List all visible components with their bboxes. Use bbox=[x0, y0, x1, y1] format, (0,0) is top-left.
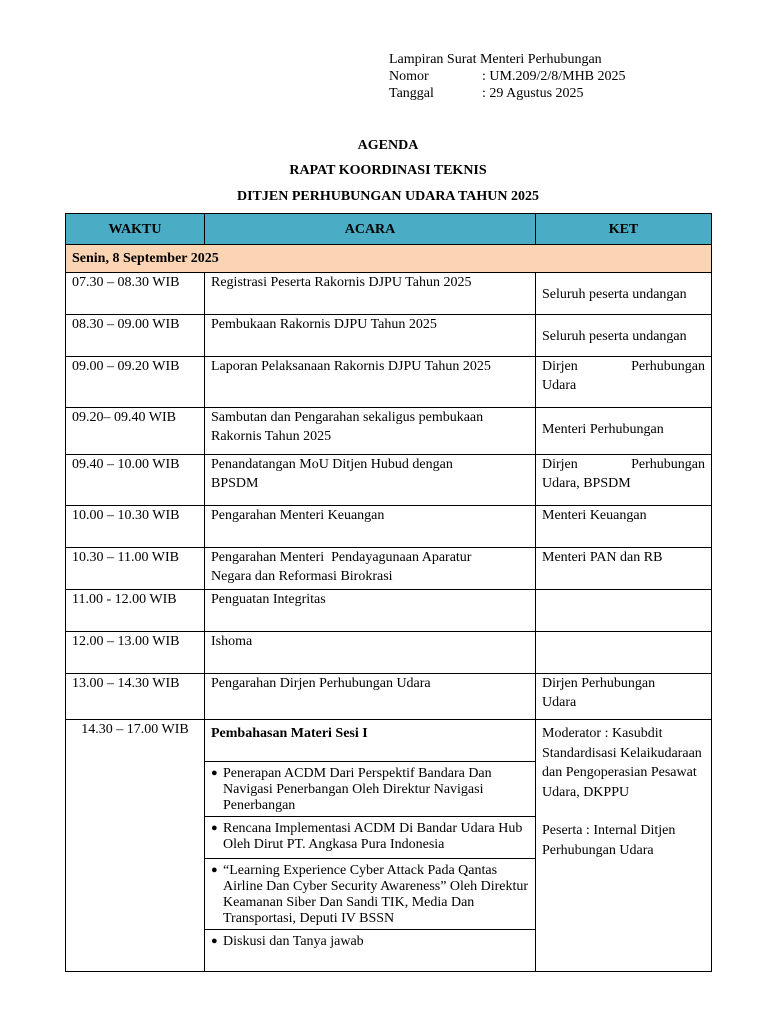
row-ket: Menteri Perhubungan bbox=[536, 408, 712, 455]
acara-line: Pengarahan Menteri Pendayagunaan Aparatur bbox=[211, 550, 472, 565]
ket-line: Udara bbox=[542, 695, 577, 710]
ket-line: Dirjen Perhubungan bbox=[542, 676, 656, 691]
row-ket: Seluruh peserta undangan bbox=[536, 315, 712, 357]
row-acara: Laporan Pelaksanaan Rakornis DJPU Tahun 2025 bbox=[205, 357, 536, 408]
row-acara: Pengarahan Dirjen Perhubungan Udara bbox=[205, 674, 536, 720]
agenda-table bbox=[65, 213, 712, 972]
table-row bbox=[66, 357, 712, 408]
row-acara bbox=[205, 455, 536, 506]
col-header-acara: ACARA bbox=[205, 214, 536, 245]
row-acara bbox=[205, 408, 536, 455]
row-acara: Ishoma bbox=[205, 632, 536, 674]
row-waktu: 09.00 – 09.20 WIB bbox=[66, 357, 205, 408]
row-waktu: 07.30 – 08.30 WIB bbox=[66, 273, 205, 315]
table-row bbox=[66, 548, 712, 590]
row-acara bbox=[205, 548, 536, 590]
table-row bbox=[66, 590, 712, 632]
row-waktu: 10.00 – 10.30 WIB bbox=[66, 506, 205, 548]
row-waktu: 10.30 – 11.00 WIB bbox=[66, 548, 205, 590]
table-row bbox=[66, 408, 712, 455]
row-waktu: 08.30 – 09.00 WIB bbox=[66, 315, 205, 357]
table-row bbox=[66, 455, 712, 506]
ket-line: Dirjen Perhubungan bbox=[542, 457, 705, 472]
tanggal-label: Tanggal bbox=[389, 86, 434, 101]
tanggal-row bbox=[389, 85, 626, 102]
row-waktu: 13.00 – 14.30 WIB bbox=[66, 674, 205, 720]
sesi-item bbox=[205, 762, 536, 817]
col-header-waktu: WAKTU bbox=[66, 214, 205, 245]
agenda-subtitle: RAPAT KOORDINASI TEKNIS bbox=[289, 163, 487, 178]
table-row bbox=[66, 674, 712, 720]
row-acara: Penguatan Integritas bbox=[205, 590, 536, 632]
sesi-item-text: Diskusi dan Tanya jawab bbox=[223, 934, 364, 949]
ket-line: Udara bbox=[542, 378, 577, 393]
row-ket bbox=[536, 632, 712, 674]
row-waktu: 09.20– 09.40 WIB bbox=[66, 408, 205, 455]
nomor-label: Nomor bbox=[389, 69, 429, 84]
acara-line: Rakornis Tahun 2025 bbox=[211, 429, 332, 444]
row-ket: Menteri Keuangan bbox=[536, 506, 712, 548]
row-ket: Seluruh peserta undangan bbox=[536, 273, 712, 315]
sesi-item-text: “Learning Experience Cyber Attack Pada Qantas Airline Dan Cyber Security Awareness” Oleh Direktur Keamanan Siber Dan Sandi TIK, Media Dan Transportasi, Deputi IV BSSN bbox=[223, 863, 529, 926]
sesi-ket bbox=[536, 720, 712, 972]
attachment-title: Lampiran Surat Menteri Perhubungan bbox=[389, 52, 602, 67]
row-waktu: 09.40 – 10.00 WIB bbox=[66, 455, 205, 506]
nomor-value: : UM.209/2/8/MHB 2025 bbox=[482, 69, 626, 84]
nomor-row bbox=[389, 68, 626, 85]
day-row bbox=[66, 245, 712, 273]
col-header-ket: KET bbox=[536, 214, 712, 245]
row-waktu: 12.00 – 13.00 WIB bbox=[66, 632, 205, 674]
sesi-moderator: Moderator : Kasubdit Standardisasi Kelaikudaraan dan Pengoperasian Pesawat Udara, DKPPU bbox=[542, 726, 702, 800]
agenda-title: AGENDA bbox=[357, 138, 419, 153]
row-ket: Menteri PAN dan RB bbox=[536, 548, 712, 590]
acara-line: BPSDM bbox=[211, 476, 259, 491]
sesi-waktu: 14.30 – 17.00 WIB bbox=[66, 720, 205, 972]
ket-line: Dirjen Perhubungan bbox=[542, 359, 705, 374]
agenda-subtitle-2: DITJEN PERHUBUNGAN UDARA TAHUN 2025 bbox=[236, 189, 540, 204]
day-label: Senin, 8 September 2025 bbox=[66, 245, 712, 273]
table-header-row bbox=[66, 214, 712, 245]
acara-line: Sambutan dan Pengarahan sekaligus pembukaan bbox=[211, 410, 484, 425]
row-acara: Registrasi Peserta Rakornis DJPU Tahun 2025 bbox=[205, 273, 536, 315]
bullet-icon: ● bbox=[211, 767, 218, 779]
bullet-icon: ● bbox=[211, 864, 218, 876]
row-waktu: 11.00 - 12.00 WIB bbox=[66, 590, 205, 632]
sesi-item bbox=[205, 859, 536, 930]
tanggal-value: : 29 Agustus 2025 bbox=[482, 86, 584, 101]
table-row bbox=[66, 506, 712, 548]
table-row bbox=[66, 273, 712, 315]
row-ket bbox=[536, 357, 712, 408]
row-ket bbox=[536, 674, 712, 720]
table-row bbox=[66, 632, 712, 674]
bullet-icon: ● bbox=[211, 935, 218, 947]
sesi-item-text: Rencana Implementasi ACDM Di Bandar Udara Hub Oleh Dirut PT. Angkasa Pura Indonesia bbox=[223, 821, 523, 852]
row-acara: Pembukaan Rakornis DJPU Tahun 2025 bbox=[205, 315, 536, 357]
acara-line: Negara dan Reformasi Birokrasi bbox=[211, 569, 393, 584]
bullet-icon: ● bbox=[211, 822, 218, 834]
table-row bbox=[66, 315, 712, 357]
sesi-item-text: Penerapan ACDM Dari Perspektif Bandara Dan Navigasi Penerbangan Oleh Direktur Navigasi Penerbangan bbox=[223, 766, 492, 813]
sesi-row bbox=[66, 720, 712, 762]
letter-attachment-header bbox=[389, 51, 626, 102]
sesi-item bbox=[205, 817, 536, 859]
sesi-item bbox=[205, 930, 536, 972]
acara-line: Penandatangan MoU Ditjen Hubud dengan bbox=[211, 457, 453, 472]
row-acara: Pengarahan Menteri Keuangan bbox=[205, 506, 536, 548]
sesi-peserta: Peserta : Internal Ditjen Perhubungan Udara bbox=[542, 823, 676, 858]
row-ket bbox=[536, 590, 712, 632]
row-ket bbox=[536, 455, 712, 506]
sesi-heading: Pembahasan Materi Sesi I bbox=[205, 720, 536, 762]
ket-line: Udara, BPSDM bbox=[542, 476, 631, 491]
